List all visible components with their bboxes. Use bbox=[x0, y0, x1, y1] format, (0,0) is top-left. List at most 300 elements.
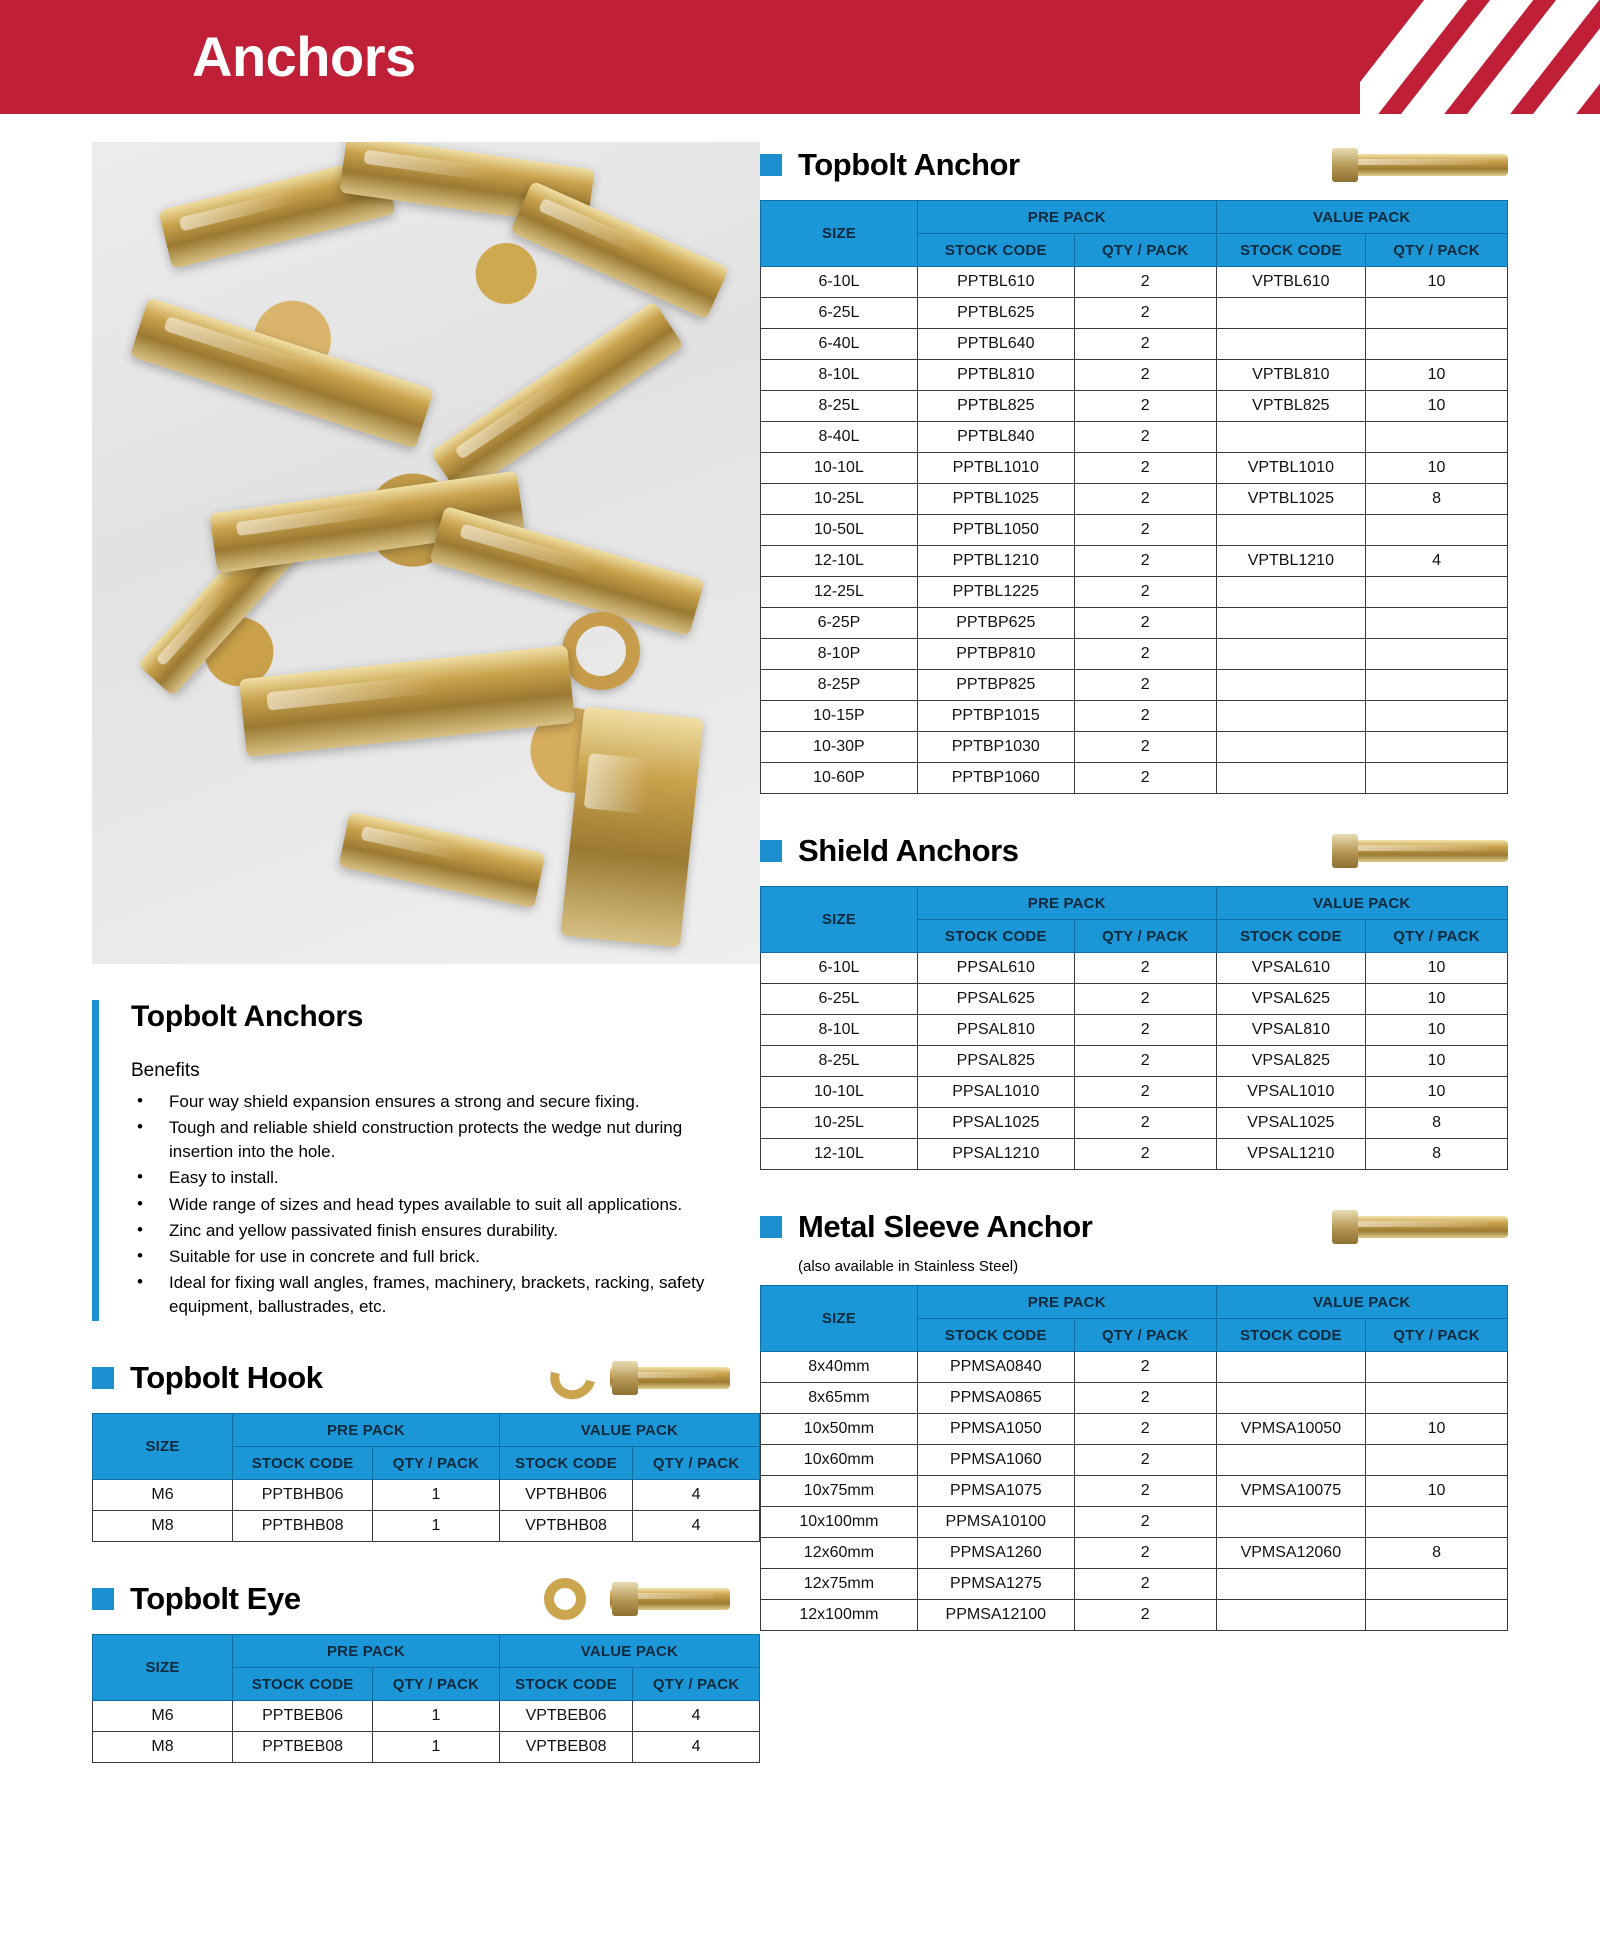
table-row bbox=[761, 1476, 1508, 1507]
cell-size: 8-40L bbox=[761, 422, 918, 453]
hook-anchor-icon bbox=[538, 1355, 738, 1401]
cell-vp-code bbox=[1216, 422, 1365, 453]
cell-vp-code: VPTBL1010 bbox=[1216, 453, 1365, 484]
cell-pp-qty: 2 bbox=[1074, 1445, 1216, 1476]
table-row bbox=[761, 577, 1508, 608]
col-size: SIZE bbox=[761, 887, 918, 953]
cell-pp-code: PPTBL610 bbox=[917, 267, 1074, 298]
section-title: Metal Sleeve Anchor bbox=[798, 1209, 1093, 1244]
cell-pp-code: PPTBP1030 bbox=[917, 732, 1074, 763]
cell-size: 6-40L bbox=[761, 329, 918, 360]
cell-pp-code: PPTBL825 bbox=[917, 391, 1074, 422]
table-row bbox=[761, 1600, 1508, 1631]
table-row bbox=[761, 1077, 1508, 1108]
cell-vp-qty: 8 bbox=[1366, 1538, 1508, 1569]
cell-pp-code: PPSAL610 bbox=[917, 953, 1074, 984]
col-pp-qty: QTY / PACK bbox=[1074, 1319, 1216, 1352]
col-vp-qty: QTY / PACK bbox=[1366, 1319, 1508, 1352]
table-row bbox=[761, 701, 1508, 732]
cell-vp-code bbox=[1216, 577, 1365, 608]
cell-pp-code: PPMSA12100 bbox=[917, 1600, 1074, 1631]
table-row bbox=[761, 329, 1508, 360]
anchor-bolt-image bbox=[430, 301, 684, 497]
cell-pp-qty: 2 bbox=[1074, 670, 1216, 701]
table-row bbox=[761, 267, 1508, 298]
cell-pp-code: PPTBHB06 bbox=[233, 1480, 373, 1511]
cell-vp-code: VPTBHB08 bbox=[499, 1511, 632, 1542]
cell-vp-qty bbox=[1366, 422, 1508, 453]
cell-size: 6-10L bbox=[761, 953, 918, 984]
cell-vp-code: VPTBL810 bbox=[1216, 360, 1365, 391]
cell-size: 10x100mm bbox=[761, 1507, 918, 1538]
cell-pp-qty: 2 bbox=[1074, 453, 1216, 484]
cell-pp-code: PPSAL625 bbox=[917, 984, 1074, 1015]
cell-vp-qty bbox=[1366, 1383, 1508, 1414]
table-row bbox=[761, 515, 1508, 546]
cell-pp-qty: 2 bbox=[1074, 608, 1216, 639]
cell-size: M8 bbox=[93, 1511, 233, 1542]
cell-pp-qty: 2 bbox=[1074, 1414, 1216, 1445]
cell-size: M6 bbox=[93, 1480, 233, 1511]
cell-pp-qty: 2 bbox=[1074, 422, 1216, 453]
cell-size: 6-25L bbox=[761, 298, 918, 329]
cell-vp-qty bbox=[1366, 639, 1508, 670]
cell-size: 8x40mm bbox=[761, 1352, 918, 1383]
cell-pp-qty: 2 bbox=[1074, 360, 1216, 391]
cell-vp-code bbox=[1216, 298, 1365, 329]
cell-pp-code: PPMSA10100 bbox=[917, 1507, 1074, 1538]
col-pre-pack: PRE PACK bbox=[917, 1286, 1216, 1319]
cell-pp-code: PPTBL1225 bbox=[917, 577, 1074, 608]
cell-vp-code bbox=[1216, 639, 1365, 670]
cell-pp-qty: 2 bbox=[1074, 391, 1216, 422]
table-row bbox=[761, 670, 1508, 701]
cell-pp-code: PPMSA1050 bbox=[917, 1414, 1074, 1445]
col-vp-stock-code: STOCK CODE bbox=[499, 1668, 632, 1701]
cell-size: 10x75mm bbox=[761, 1476, 918, 1507]
table-row bbox=[761, 639, 1508, 670]
section-topbolt-anchor bbox=[760, 142, 1508, 794]
cell-vp-qty: 10 bbox=[1366, 953, 1508, 984]
anchor-bolt-image bbox=[338, 812, 545, 908]
cell-vp-code bbox=[1216, 1445, 1365, 1476]
cell-pp-qty: 2 bbox=[1074, 953, 1216, 984]
cell-vp-code: VPTBHB06 bbox=[499, 1480, 632, 1511]
cell-size: 12x60mm bbox=[761, 1538, 918, 1569]
topbolt-anchor-icon bbox=[1308, 142, 1508, 188]
section-metal-sleeve-anchor bbox=[760, 1204, 1508, 1631]
col-vp-stock-code: STOCK CODE bbox=[499, 1447, 632, 1480]
shield-anchors-rows bbox=[761, 953, 1508, 1170]
cell-pp-code: PPTBL840 bbox=[917, 422, 1074, 453]
product-hero-photo bbox=[92, 142, 760, 964]
table-row bbox=[761, 1383, 1508, 1414]
benefits-list bbox=[131, 1090, 738, 1319]
right-column bbox=[760, 142, 1600, 1763]
cell-pp-qty: 2 bbox=[1074, 732, 1216, 763]
col-value-pack: VALUE PACK bbox=[1216, 201, 1507, 234]
cell-pp-qty: 1 bbox=[373, 1511, 500, 1542]
col-pp-stock-code: STOCK CODE bbox=[233, 1668, 373, 1701]
table-row bbox=[93, 1511, 760, 1542]
anchor-bolt-image bbox=[560, 706, 703, 947]
cell-vp-code bbox=[1216, 1507, 1365, 1538]
banner-stripes-decoration bbox=[1360, 0, 1600, 114]
cell-vp-code: VPSAL1210 bbox=[1216, 1139, 1365, 1170]
cell-size: 6-25L bbox=[761, 984, 918, 1015]
table-header-row-1 bbox=[93, 1414, 760, 1447]
cell-vp-code: VPTBEB06 bbox=[499, 1701, 632, 1732]
table-row bbox=[761, 732, 1508, 763]
cell-size: M8 bbox=[93, 1732, 233, 1763]
cell-vp-qty bbox=[1366, 515, 1508, 546]
cell-vp-qty: 10 bbox=[1366, 1046, 1508, 1077]
section-header bbox=[92, 1576, 738, 1622]
col-pre-pack: PRE PACK bbox=[233, 1635, 500, 1668]
col-pre-pack: PRE PACK bbox=[917, 201, 1216, 234]
benefits-label: Benefits bbox=[131, 1060, 200, 1081]
col-vp-stock-code: STOCK CODE bbox=[1216, 1319, 1365, 1352]
cell-pp-qty: 2 bbox=[1074, 1077, 1216, 1108]
col-vp-stock-code: STOCK CODE bbox=[1216, 920, 1365, 953]
table-row bbox=[93, 1480, 760, 1511]
table-row bbox=[761, 1507, 1508, 1538]
cell-vp-qty: 10 bbox=[1366, 391, 1508, 422]
cell-vp-qty: 4 bbox=[1366, 546, 1508, 577]
left-column bbox=[0, 142, 760, 1763]
cell-vp-qty: 10 bbox=[1366, 1077, 1508, 1108]
cell-pp-qty: 2 bbox=[1074, 515, 1216, 546]
cell-vp-qty: 10 bbox=[1366, 984, 1508, 1015]
cell-vp-code: VPSAL625 bbox=[1216, 984, 1365, 1015]
cell-pp-qty: 2 bbox=[1074, 298, 1216, 329]
cell-vp-qty: 10 bbox=[1366, 1476, 1508, 1507]
cell-vp-qty: 8 bbox=[1366, 1139, 1508, 1170]
cell-pp-qty: 2 bbox=[1074, 1015, 1216, 1046]
col-pre-pack: PRE PACK bbox=[233, 1414, 500, 1447]
col-pp-qty: QTY / PACK bbox=[1074, 920, 1216, 953]
cell-pp-qty: 2 bbox=[1074, 484, 1216, 515]
table-header-row-1 bbox=[761, 887, 1508, 920]
topbolt-hook-table bbox=[92, 1413, 760, 1542]
bullet-square-icon bbox=[760, 840, 782, 862]
cell-size: 8-10L bbox=[761, 360, 918, 391]
cell-pp-qty: 2 bbox=[1074, 639, 1216, 670]
section-topbolt-eye bbox=[92, 1576, 738, 1763]
cell-pp-qty: 2 bbox=[1074, 763, 1216, 794]
cell-pp-code: PPMSA1075 bbox=[917, 1476, 1074, 1507]
cell-pp-code: PPSAL1025 bbox=[917, 1108, 1074, 1139]
cell-pp-code: PPSAL810 bbox=[917, 1015, 1074, 1046]
section-topbolt-hook bbox=[92, 1355, 738, 1542]
benefit-item: • Wide range of sizes and head types available to suit all applications. bbox=[131, 1193, 738, 1217]
anchor-bolt-image bbox=[130, 297, 434, 449]
cell-vp-code: VPMSA10050 bbox=[1216, 1414, 1365, 1445]
table-row bbox=[761, 1569, 1508, 1600]
cell-vp-code bbox=[1216, 1569, 1365, 1600]
metal-sleeve-anchor-icon bbox=[1308, 1204, 1508, 1250]
table-row bbox=[761, 608, 1508, 639]
cell-pp-qty: 2 bbox=[1074, 1507, 1216, 1538]
cell-vp-code: VPSAL610 bbox=[1216, 953, 1365, 984]
cell-vp-code: VPTBL825 bbox=[1216, 391, 1365, 422]
cell-vp-qty: 4 bbox=[633, 1701, 760, 1732]
cell-pp-code: PPMSA1260 bbox=[917, 1538, 1074, 1569]
cell-pp-code: PPMSA0840 bbox=[917, 1352, 1074, 1383]
section-title: Shield Anchors bbox=[798, 833, 1019, 868]
cell-pp-qty: 2 bbox=[1074, 984, 1216, 1015]
cell-pp-qty: 2 bbox=[1074, 267, 1216, 298]
cell-size: 8-25L bbox=[761, 1046, 918, 1077]
cell-vp-qty: 10 bbox=[1366, 360, 1508, 391]
col-vp-qty: QTY / PACK bbox=[1366, 234, 1508, 267]
cell-vp-qty: 10 bbox=[1366, 1414, 1508, 1445]
cell-size: 6-10L bbox=[761, 267, 918, 298]
cell-vp-qty bbox=[1366, 1569, 1508, 1600]
cell-pp-code: PPTBL1050 bbox=[917, 515, 1074, 546]
benefit-item: • Tough and reliable shield construction protects the wedge nut during insertion into the hole. bbox=[131, 1116, 738, 1164]
benefit-item: • Zinc and yellow passivated finish ensures durability. bbox=[131, 1219, 738, 1243]
topbolt-eye-table bbox=[92, 1634, 760, 1763]
cell-pp-code: PPTBP1060 bbox=[917, 763, 1074, 794]
cell-pp-code: PPTBP625 bbox=[917, 608, 1074, 639]
cell-pp-code: PPMSA1275 bbox=[917, 1569, 1074, 1600]
cell-vp-qty bbox=[1366, 1445, 1508, 1476]
cell-size: 10-50L bbox=[761, 515, 918, 546]
cell-pp-qty: 2 bbox=[1074, 577, 1216, 608]
cell-vp-code bbox=[1216, 732, 1365, 763]
page-columns bbox=[0, 114, 1600, 1763]
cell-size: 12-10L bbox=[761, 1139, 918, 1170]
eye-anchor-icon bbox=[538, 1576, 738, 1622]
cell-size: 10-25L bbox=[761, 1108, 918, 1139]
cell-pp-qty: 2 bbox=[1074, 1383, 1216, 1414]
cell-pp-qty: 2 bbox=[1074, 329, 1216, 360]
cell-vp-qty: 4 bbox=[633, 1480, 760, 1511]
table-row bbox=[761, 1538, 1508, 1569]
cell-pp-code: PPTBL810 bbox=[917, 360, 1074, 391]
cell-pp-qty: 1 bbox=[373, 1701, 500, 1732]
table-row bbox=[761, 360, 1508, 391]
bullet-square-icon bbox=[760, 154, 782, 176]
section-header bbox=[92, 1355, 738, 1401]
cell-pp-qty: 2 bbox=[1074, 701, 1216, 732]
cell-vp-code: VPSAL1025 bbox=[1216, 1108, 1365, 1139]
col-size: SIZE bbox=[761, 1286, 918, 1352]
cell-pp-qty: 2 bbox=[1074, 546, 1216, 577]
cell-pp-code: PPMSA0865 bbox=[917, 1383, 1074, 1414]
cell-pp-qty: 2 bbox=[1074, 1600, 1216, 1631]
cell-vp-code bbox=[1216, 608, 1365, 639]
cell-size: 12x100mm bbox=[761, 1600, 918, 1631]
section-title: Topbolt Anchor bbox=[798, 147, 1020, 182]
cell-vp-qty: 10 bbox=[1366, 1015, 1508, 1046]
cell-vp-qty bbox=[1366, 329, 1508, 360]
page-banner bbox=[0, 0, 1600, 114]
table-row bbox=[761, 984, 1508, 1015]
cell-pp-code: PPTBL1025 bbox=[917, 484, 1074, 515]
section-title: Topbolt Eye bbox=[130, 1581, 301, 1617]
cell-vp-code: VPTBL1210 bbox=[1216, 546, 1365, 577]
table-row bbox=[761, 1352, 1508, 1383]
cell-pp-code: PPTBL1010 bbox=[917, 453, 1074, 484]
cell-vp-code: VPTBL610 bbox=[1216, 267, 1365, 298]
cell-pp-qty: 2 bbox=[1074, 1476, 1216, 1507]
col-value-pack: VALUE PACK bbox=[1216, 1286, 1507, 1319]
metal-sleeve-anchor-table bbox=[760, 1285, 1508, 1631]
anchor-bolt-image bbox=[429, 506, 705, 636]
cell-vp-qty: 10 bbox=[1366, 267, 1508, 298]
cell-pp-code: PPTBL625 bbox=[917, 298, 1074, 329]
cell-size: 10x60mm bbox=[761, 1445, 918, 1476]
cell-size: 8x65mm bbox=[761, 1383, 918, 1414]
cell-vp-code: VPMSA10075 bbox=[1216, 1476, 1365, 1507]
table-row bbox=[761, 546, 1508, 577]
cell-size: 10-30P bbox=[761, 732, 918, 763]
cell-vp-code: VPSAL825 bbox=[1216, 1046, 1365, 1077]
cell-vp-qty bbox=[1366, 1600, 1508, 1631]
cell-size: M6 bbox=[93, 1701, 233, 1732]
cell-vp-qty: 4 bbox=[633, 1511, 760, 1542]
topbolt-anchor-rows bbox=[761, 267, 1508, 794]
anchor-bolt-image bbox=[239, 645, 575, 757]
cell-vp-code bbox=[1216, 515, 1365, 546]
col-size: SIZE bbox=[93, 1635, 233, 1701]
table-header-row-1 bbox=[93, 1635, 760, 1668]
bullet-square-icon bbox=[92, 1367, 114, 1389]
table-row bbox=[93, 1701, 760, 1732]
bullet-square-icon bbox=[760, 1216, 782, 1238]
cell-vp-qty: 4 bbox=[633, 1732, 760, 1763]
cell-pp-code: PPTBL640 bbox=[917, 329, 1074, 360]
table-row bbox=[761, 763, 1508, 794]
bullet-square-icon bbox=[92, 1588, 114, 1610]
col-vp-qty: QTY / PACK bbox=[633, 1668, 760, 1701]
cell-size: 10-10L bbox=[761, 1077, 918, 1108]
cell-vp-code bbox=[1216, 1352, 1365, 1383]
cell-size: 10-60P bbox=[761, 763, 918, 794]
cell-vp-qty bbox=[1366, 577, 1508, 608]
col-size: SIZE bbox=[761, 201, 918, 267]
col-size: SIZE bbox=[93, 1414, 233, 1480]
table-header-row-1 bbox=[761, 1286, 1508, 1319]
cell-vp-code bbox=[1216, 763, 1365, 794]
anchor-bolt-image bbox=[510, 181, 729, 320]
col-vp-qty: QTY / PACK bbox=[1366, 920, 1508, 953]
cell-size: 6-25P bbox=[761, 608, 918, 639]
cell-size: 8-10L bbox=[761, 1015, 918, 1046]
cell-pp-code: PPTBP810 bbox=[917, 639, 1074, 670]
eye-bolt-ring-image bbox=[562, 612, 640, 690]
section-header bbox=[760, 828, 1508, 874]
benefit-item: • Ideal for fixing wall angles, frames, machinery, brackets, racking, safety equipment, ballustrades, etc. bbox=[131, 1271, 738, 1319]
table-row bbox=[761, 298, 1508, 329]
product-heading: Topbolt Anchors bbox=[131, 1000, 364, 1033]
col-value-pack: VALUE PACK bbox=[1216, 887, 1507, 920]
cell-pp-code: PPSAL1210 bbox=[917, 1139, 1074, 1170]
table-row bbox=[761, 1414, 1508, 1445]
benefit-item: • Easy to install. bbox=[131, 1166, 738, 1190]
shield-anchor-icon bbox=[1308, 828, 1508, 874]
cell-size: 12-10L bbox=[761, 546, 918, 577]
col-value-pack: VALUE PACK bbox=[499, 1635, 759, 1668]
accent-bar bbox=[92, 1000, 99, 1321]
section-header bbox=[760, 1204, 1508, 1250]
cell-vp-qty: 8 bbox=[1366, 484, 1508, 515]
cell-pp-code: PPMSA1060 bbox=[917, 1445, 1074, 1476]
cell-size: 10-15P bbox=[761, 701, 918, 732]
col-pp-stock-code: STOCK CODE bbox=[917, 234, 1074, 267]
cell-vp-code: VPTBEB08 bbox=[499, 1732, 632, 1763]
cell-pp-code: PPSAL1010 bbox=[917, 1077, 1074, 1108]
col-pp-stock-code: STOCK CODE bbox=[917, 1319, 1074, 1352]
cell-vp-qty bbox=[1366, 732, 1508, 763]
section-header bbox=[760, 142, 1508, 188]
section-shield-anchors bbox=[760, 828, 1508, 1170]
table-row bbox=[761, 453, 1508, 484]
shield-anchors-table bbox=[760, 886, 1508, 1170]
cell-size: 10-25L bbox=[761, 484, 918, 515]
cell-size: 8-10P bbox=[761, 639, 918, 670]
cell-pp-qty: 2 bbox=[1074, 1538, 1216, 1569]
cell-pp-code: PPTBP1015 bbox=[917, 701, 1074, 732]
cell-vp-code bbox=[1216, 701, 1365, 732]
col-pp-stock-code: STOCK CODE bbox=[233, 1447, 373, 1480]
col-pre-pack: PRE PACK bbox=[917, 887, 1216, 920]
table-row bbox=[761, 484, 1508, 515]
table-header-row-1 bbox=[761, 201, 1508, 234]
col-pp-qty: QTY / PACK bbox=[1074, 234, 1216, 267]
col-vp-qty: QTY / PACK bbox=[633, 1447, 760, 1480]
table-row bbox=[761, 1139, 1508, 1170]
cell-size: 8-25P bbox=[761, 670, 918, 701]
cell-pp-code: PPTBL1210 bbox=[917, 546, 1074, 577]
cell-vp-qty bbox=[1366, 298, 1508, 329]
cell-vp-code: VPSAL810 bbox=[1216, 1015, 1365, 1046]
cell-pp-qty: 1 bbox=[373, 1732, 500, 1763]
cell-size: 12-25L bbox=[761, 577, 918, 608]
cell-vp-code bbox=[1216, 670, 1365, 701]
cell-pp-code: PPTBHB08 bbox=[233, 1511, 373, 1542]
cell-pp-qty: 2 bbox=[1074, 1352, 1216, 1383]
col-pp-stock-code: STOCK CODE bbox=[917, 920, 1074, 953]
cell-vp-code: VPSAL1010 bbox=[1216, 1077, 1365, 1108]
metal-sleeve-anchor-rows bbox=[761, 1352, 1508, 1631]
section-title: Topbolt Hook bbox=[130, 1360, 323, 1396]
table-row bbox=[761, 1108, 1508, 1139]
benefit-item: • Four way shield expansion ensures a strong and secure fixing. bbox=[131, 1090, 738, 1114]
cell-size: 10x50mm bbox=[761, 1414, 918, 1445]
cell-pp-code: PPTBP825 bbox=[917, 670, 1074, 701]
cell-vp-qty bbox=[1366, 670, 1508, 701]
col-pp-qty: QTY / PACK bbox=[373, 1668, 500, 1701]
product-description-block bbox=[92, 1000, 738, 1321]
cell-pp-qty: 2 bbox=[1074, 1108, 1216, 1139]
cell-vp-code bbox=[1216, 329, 1365, 360]
cell-vp-qty bbox=[1366, 608, 1508, 639]
cell-vp-qty: 8 bbox=[1366, 1108, 1508, 1139]
cell-pp-qty: 2 bbox=[1074, 1569, 1216, 1600]
cell-vp-qty: 10 bbox=[1366, 453, 1508, 484]
cell-pp-qty: 2 bbox=[1074, 1046, 1216, 1077]
cell-vp-code bbox=[1216, 1600, 1365, 1631]
table-row bbox=[761, 422, 1508, 453]
cell-pp-code: PPSAL825 bbox=[917, 1046, 1074, 1077]
cell-size: 12x75mm bbox=[761, 1569, 918, 1600]
table-row bbox=[761, 1445, 1508, 1476]
cell-vp-code: VPMSA12060 bbox=[1216, 1538, 1365, 1569]
section-subtitle: (also available in Stainless Steel) bbox=[798, 1258, 1019, 1275]
